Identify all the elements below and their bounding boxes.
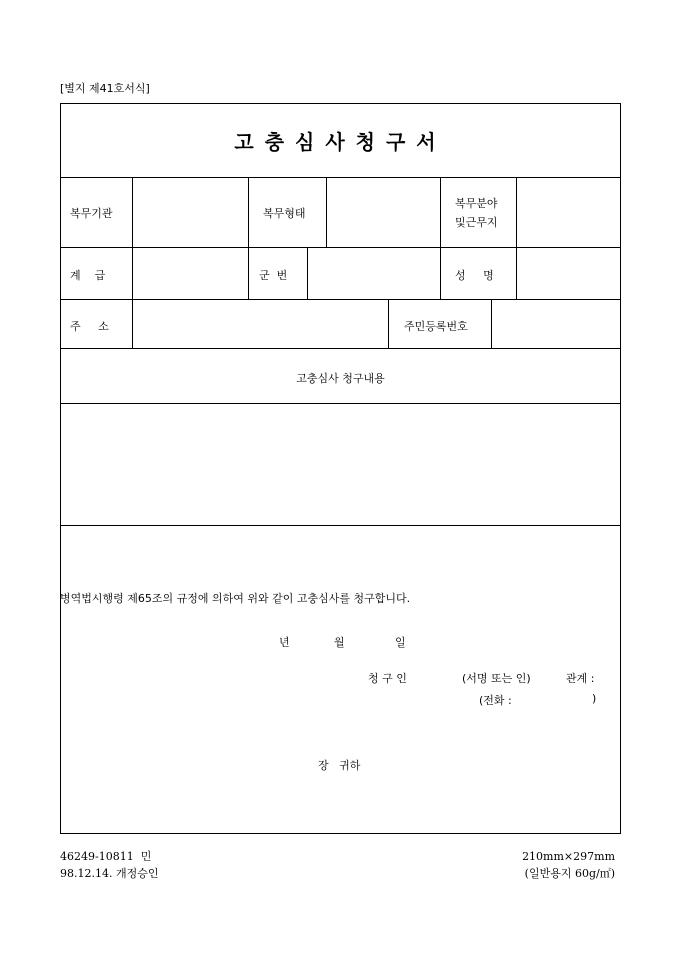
address-label: 주 소 [70,320,109,333]
form-code: 46249-10811 민 [60,850,152,863]
statement-text: 병역법시행령 제65조의 규정에 의하여 위와 같이 고충심사를 청구합니다. [60,592,411,605]
phone-label: (전화 : [479,694,512,707]
name-field[interactable] [517,248,620,299]
divider [248,177,249,247]
service-field-input[interactable] [517,178,620,247]
relation-label: 관계 : [566,672,595,685]
agency-field[interactable] [133,178,248,247]
resident-number-label: 주민등록번호 [404,320,468,333]
paper-size: 210mm×297mm [522,850,615,863]
rank-field[interactable] [133,248,248,299]
date-day-label: 일 [395,636,406,649]
grievance-content-field[interactable] [61,404,620,524]
divider [60,525,621,526]
agency-label: 복무기관 [70,207,113,220]
phone-close: ) [592,692,597,705]
name-label: 성 명 [455,269,494,282]
date-month-label: 월 [334,636,345,649]
page-title: 고충심사청구서 [234,130,447,154]
form-number-label: [별지 제41호서식] [60,82,150,95]
divider [440,247,441,299]
divider [388,299,389,348]
service-number-field[interactable] [308,248,440,299]
footer-right [480,848,615,882]
paper-type: (일반용지 60g/㎡) [524,867,615,880]
service-type-label: 복무형태 [263,207,306,220]
address-field[interactable] [133,300,388,348]
addressee-label: 장 귀하 [318,759,361,772]
service-field-label-line1: 복무분야 [455,197,498,210]
claimant-label: 청 구 인 [368,672,407,685]
section-heading: 고충심사 청구내용 [296,372,385,385]
divider [248,247,249,299]
divider [440,177,441,247]
signature-label: (서명 또는 인) [462,672,531,685]
service-field-label-line2: 및근무지 [455,216,498,229]
resident-number-field[interactable] [492,300,620,348]
divider [60,348,621,349]
footer-left [60,848,158,882]
date-year-label: 년 [279,636,290,649]
service-number-label: 군 번 [259,269,288,282]
service-type-field[interactable] [327,178,440,247]
rank-label: 계 급 [70,269,106,282]
approval-date: 98.12.14. 개정승인 [60,867,159,880]
